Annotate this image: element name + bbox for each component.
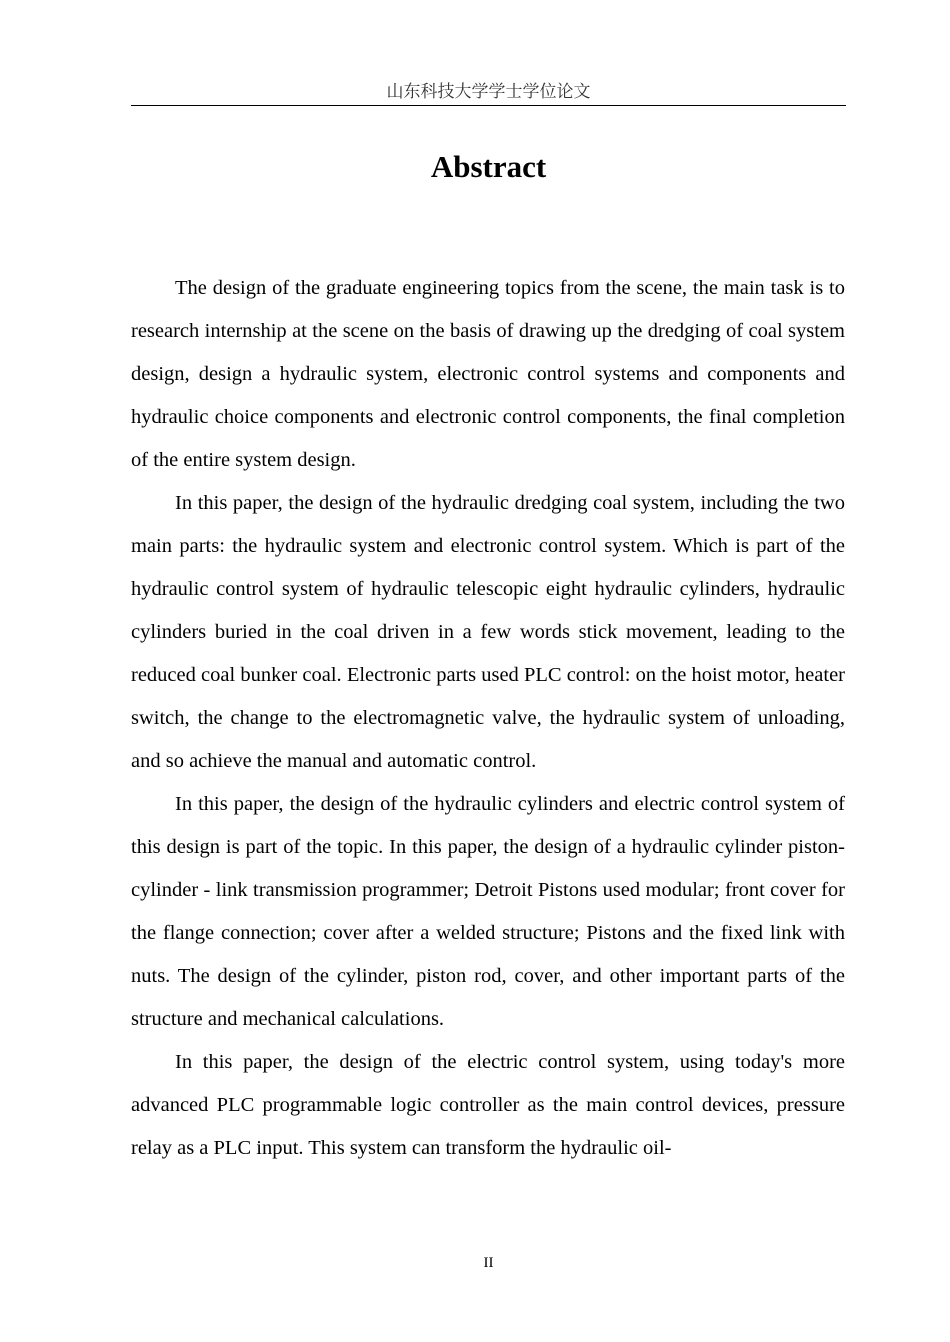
abstract-title: Abstract [430,149,547,184]
page-header [131,80,846,106]
paragraph-4: In this paper, the design of the electric control system, using today's more advanced PLC programmable logic controller as the main control devices, pressure relay as a PLC input. This system can transform the hydraulic oil- [131,1051,845,1159]
paragraph-2: In this paper, the design of the hydraulic dredging coal system, including the two main parts: the hydraulic system and electronic control system. Which is part of the hydraulic control system of hydraulic telescopic eight hydraulic cylinders, hydraulic cylinders buried in the coal driven in a few words stick movement, leading to the reduced coal bunker coal. Electronic parts used PLC control: on the hoist motor, heater switch, the change to the electromagnetic valve, the hydraulic system of unloading, and so achieve the manual and automatic control. [131,492,845,772]
abstract-body [131,267,845,1170]
page-number: II [483,1255,494,1271]
paragraph-3: In this paper, the design of the hydraulic cylinders and electric control system of this design is part of the topic. In this paper, the design of a hydraulic cylinder piston-cylinder - link transmission programmer; Detroit Pistons used modular; front cover for the flange connection; cover after a welded structure; Pistons and the fixed link with nuts. The design of the cylinder, piston rod, cover, and other important parts of the structure and mechanical calculations. [131,793,845,1030]
header-text: 山东科技大学学士学位论文 [386,82,591,102]
paragraph-1: The design of the graduate engineering topics from the scene, the main task is to research internship at the scene on the basis of drawing up the dredging of coal system design, design a hydraulic system, electronic control systems and components and hydraulic choice components and electronic control components, the final completion of the entire system design. [131,277,845,471]
